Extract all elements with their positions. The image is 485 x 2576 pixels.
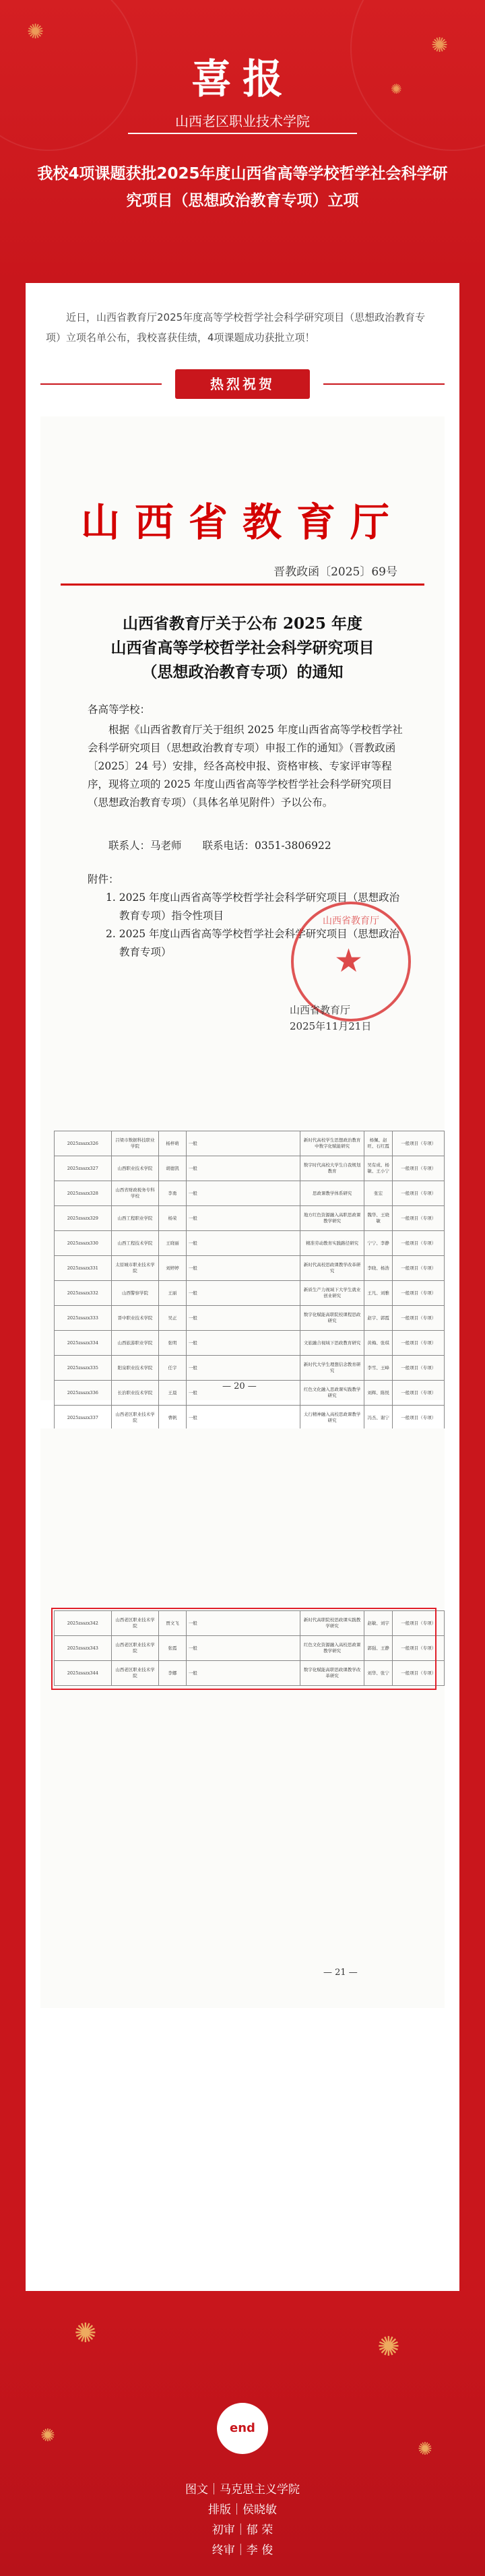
table-cell: 2025zsszx331 [55, 1256, 112, 1281]
table-row [55, 1306, 445, 1331]
notice-body: 根据《山西省教育厅关于组织 2025 年度山西省高等学校哲学社会科学研究项目（思想政治教育专项）申报工作的通知》（晋教政函〔2025〕24 号）安排，经各高校申报、资格审核、专家评审等程序，现将立项的 2025 年度山西省高等学校哲学社会科学研究项目（思想政治教育专项）（具体名单见附件）予以公布。 [88, 724, 403, 809]
table-cell: 王凡、刘雅 [364, 1281, 393, 1306]
table-cell: 一般项目（专项） [393, 1381, 445, 1406]
firework-icon: ✺ [40, 2426, 55, 2446]
table-cell: 刘华、张宁 [364, 1661, 393, 1686]
table-cell: 一般 [186, 1206, 300, 1231]
notice-title-line: （思想政治教育专项）的通知 [141, 663, 344, 681]
table-cell: 刘婷婷 [159, 1256, 187, 1281]
table-row [55, 1156, 445, 1181]
content-card [26, 283, 459, 2291]
table-cell: 数字时代高校大学生自我规划教育 [300, 1156, 364, 1181]
notice-page-1 [40, 416, 445, 1423]
firework-icon: ✺ [431, 34, 449, 57]
table-cell: 杨梓萌 [159, 1131, 187, 1156]
table-cell: 2025zsszx333 [55, 1306, 112, 1331]
table-row [55, 1331, 445, 1356]
credit-line: 图文｜马克思主义学院 [185, 2483, 300, 2496]
attachments-label: 附件： [88, 873, 119, 885]
table-cell: 山西工程技术学院 [111, 1231, 158, 1256]
table-cell: 阳泉职业技术学院 [111, 1356, 158, 1381]
table-cell: 一般 [186, 1406, 300, 1431]
table-cell: 2025zsszx329 [55, 1206, 112, 1231]
table-cell: 曹帆 [159, 1406, 187, 1431]
table-cell: 胡德凯 [159, 1156, 187, 1181]
table-cell: 王丽 [159, 1281, 187, 1306]
notice-title-line: 山西省教育厅关于公布 2025 年度 [122, 615, 363, 633]
table-row [55, 1231, 445, 1256]
table-cell: 新质生产力视域下大学生就业创业研究 [300, 1281, 364, 1306]
notice-doc-number: 晋教政函〔2025〕69号 [273, 565, 397, 579]
table-cell: 刘辉、陈悦 [364, 1381, 393, 1406]
table-cell: 一般 [186, 1156, 300, 1181]
table-cell: 2025zsszx335 [55, 1356, 112, 1381]
table-cell: 一般项目（专项） [393, 1156, 445, 1181]
table-cell: 山西旅游职业学院 [111, 1331, 158, 1356]
table-row [55, 1131, 445, 1156]
credits [0, 2480, 485, 2561]
notice-office: 山西省教育厅 [80, 499, 404, 545]
table-cell: 2025zsszx337 [55, 1406, 112, 1431]
table-cell: 一般 [186, 1181, 300, 1206]
table-cell: 贾文飞 [159, 1611, 187, 1636]
table-cell: 太行精神融入高校思政课教学研究 [300, 1406, 364, 1431]
table-cell: 黄梅、张琪 [364, 1331, 393, 1356]
congrats-tag: 热烈祝贺 [175, 369, 310, 399]
intro-paragraph: 近日，山西省教育厅2025年度高等学校哲学社会科学研究项目（思想政治教育专项）立项名单公布，我校喜获佳绩，4项课题成功获批立项！ [46, 311, 426, 344]
table-cell: 山西老区职业技术学院 [111, 1611, 158, 1636]
table-cell: 李勇 [159, 1181, 187, 1206]
table-cell: 2025zsszx344 [55, 1661, 112, 1686]
table-cell: 冯杰、谢宁 [364, 1406, 393, 1431]
table-cell: 2025zsszx330 [55, 1231, 112, 1256]
page-number: — 20 — [222, 1381, 257, 1391]
table-cell: 长治职业技术学院 [111, 1381, 158, 1406]
table-cell: 2025zsszx328 [55, 1181, 112, 1206]
table-cell: 王晓丽 [159, 1231, 187, 1256]
seal-text: 山西省教育厅 [323, 916, 379, 926]
table-cell: 郭强、王静 [364, 1636, 393, 1661]
notice-date: 2025年11月21日 [290, 1020, 372, 1032]
table-cell: 王晨 [159, 1381, 187, 1406]
table-cell: 2025zsszx326 [55, 1131, 112, 1156]
table-cell: 杨荣 [159, 1206, 187, 1231]
notice-issuer: 山西省教育厅 [290, 1004, 351, 1016]
table-cell: 2025zsszx332 [55, 1281, 112, 1306]
notice-greeting: 各高等学校： [88, 703, 151, 716]
notice-page-2 [40, 1428, 445, 2008]
table-cell: 一般项目（专项） [393, 1281, 445, 1306]
table-cell: 吴有成、杨敏、王小宁 [364, 1156, 393, 1181]
notice-title-line: 山西省高等学校哲学社会科学研究项目 [110, 639, 375, 657]
table-cell: 李晓、杨浩 [364, 1256, 393, 1281]
table-cell: 一般 [186, 1636, 300, 1661]
table-cell: 新时代高校思政课教学改革研究 [300, 1256, 364, 1281]
end-badge: end [217, 2403, 268, 2454]
table-cell: 宁宁、李静 [364, 1231, 393, 1256]
attachment-item: 2. 2025 年度山西省高等学校哲学社会科学研究项目（思想政治教育专项） [106, 928, 400, 958]
table-cell: 一般 [186, 1356, 300, 1381]
firework-icon: ✺ [418, 2439, 432, 2459]
notice-contact: 联系人：马老师 联系电话：0351-3806922 [108, 840, 331, 852]
table-cell: 一般项目（专项） [393, 1661, 445, 1686]
table-row [55, 1356, 445, 1381]
table-cell: 吴正 [159, 1306, 187, 1331]
firework-icon: ✺ [377, 2331, 400, 2362]
table-cell: 一般项目（专项） [393, 1306, 445, 1331]
table-cell: 一般项目（专项） [393, 1181, 445, 1206]
table-cell: 山西老区职业技术学院 [111, 1661, 158, 1686]
banner-school: 山西老区职业技术学院 [128, 111, 357, 134]
table-cell: 一般项目（专项） [393, 1231, 445, 1256]
credit-line: 终审｜李 俊 [212, 2544, 273, 2557]
table-cell: 山西职业技术学院 [111, 1156, 158, 1181]
table-cell: 2025zsszx327 [55, 1156, 112, 1181]
table-cell: 山西工程职业学院 [111, 1206, 158, 1231]
table-cell: 新时代大学生理想信念教育研究 [300, 1356, 364, 1381]
table-cell: 魏华、王晓敏 [364, 1206, 393, 1231]
credit-line: 初审｜郁 荣 [212, 2523, 273, 2537]
table-cell: 一般 [186, 1131, 300, 1156]
table-cell: 一般项目（专项） [393, 1331, 445, 1356]
table-cell: 一般项目（专项） [393, 1131, 445, 1156]
table-cell: 思政课教学体系研究 [300, 1181, 364, 1206]
table-cell: 山西老区职业技术学院 [111, 1406, 158, 1431]
table-cell: 新时代高职院校思政课实践教学研究 [300, 1611, 364, 1636]
highlight-box [51, 1608, 437, 1690]
table-cell: 数字化赋能高职思政课教学改革研究 [300, 1661, 364, 1686]
attachment-item: 1. 2025 年度山西省高等学校哲学社会科学研究项目（思想政治教育专项）指令性项目 [106, 891, 400, 922]
banner-title: 喜报 [191, 56, 294, 103]
table-cell: 张宏 [364, 1181, 393, 1206]
table-cell: 一般项目（专项） [393, 1256, 445, 1281]
table-cell: 新时代高校学生思想政治教育中数字化赋能研究 [300, 1131, 364, 1156]
table-cell: 一般 [186, 1661, 300, 1686]
firework-icon: ✺ [74, 2318, 97, 2349]
table-cell: 一般项目（专项） [393, 1406, 445, 1431]
table-cell: 红色文化资源融入高校思政课教学研究 [300, 1636, 364, 1661]
table-cell: 文旅融合视域下思政教育研究 [300, 1331, 364, 1356]
table-row [55, 1181, 445, 1206]
table-cell: 精准劳动教育实践路径研究 [300, 1231, 364, 1256]
table-cell: 一般 [186, 1231, 300, 1256]
table-cell: 一般 [186, 1281, 300, 1306]
table-cell: 任宇 [159, 1356, 187, 1381]
table-cell: 一般项目（专项） [393, 1611, 445, 1636]
table-cell: 红色文化融入思政课实践教学研究 [300, 1381, 364, 1406]
firework-icon: ✺ [391, 81, 402, 97]
table-cell: 杨佩、赵旺、石红霞 [364, 1131, 393, 1156]
table-cell: 一般 [186, 1256, 300, 1281]
table-cell: 山西警察学院 [111, 1281, 158, 1306]
table-cell: 赵敏、刘宇 [364, 1611, 393, 1636]
table-cell: 吕梁市数据科技职业学院 [111, 1131, 158, 1156]
table-row [55, 1406, 445, 1431]
table-cell: 2025zsszx336 [55, 1381, 112, 1406]
table-cell: 数字化赋能高职院校课程思政研究 [300, 1306, 364, 1331]
table-cell: 一般项目（专项） [393, 1636, 445, 1661]
table-cell: 一般 [186, 1381, 300, 1406]
notice-title [40, 612, 445, 685]
seal-star-icon: ★ [334, 942, 364, 980]
table-row [55, 1256, 445, 1281]
table-cell: 山西省财政税务专科学校 [111, 1181, 158, 1206]
table-cell: 李雪、王峰 [364, 1356, 393, 1381]
table-cell: 李娜 [159, 1661, 187, 1686]
table-cell: 山西老区职业技术学院 [111, 1636, 158, 1661]
page-number: — 21 — [323, 1968, 358, 1978]
table-cell: 一般项目（专项） [393, 1206, 445, 1231]
table-cell: 晋中职业技术学院 [111, 1306, 158, 1331]
table-cell: 一般 [186, 1331, 300, 1356]
table-cell: 太原城市职业技术学院 [111, 1256, 158, 1281]
table-cell: 张明 [159, 1331, 187, 1356]
table-cell: 地方红色资源融入高职思政课教学研究 [300, 1206, 364, 1231]
table-cell: 2025zsszx342 [55, 1611, 112, 1636]
table-cell: 2025zsszx334 [55, 1331, 112, 1356]
firework-icon: ✺ [27, 20, 44, 44]
table-cell: 一般 [186, 1306, 300, 1331]
table-cell: 2025zsszx343 [55, 1636, 112, 1661]
banner [0, 0, 485, 142]
credit-line: 排版｜侯晓敏 [208, 2503, 277, 2517]
table-cell: 赵宇、郭霞 [364, 1306, 393, 1331]
article-headline: 我校4项课题获批2025年度山西省高等学校哲学社会科学研究项目（思想政治教育专项）立项 [37, 165, 448, 210]
table-cell: 张霞 [159, 1636, 187, 1661]
table-cell: 一般 [186, 1611, 300, 1636]
notice-red-line [61, 584, 424, 586]
table-cell: 一般项目（专项） [393, 1356, 445, 1381]
table-row [55, 1281, 445, 1306]
table-row [55, 1206, 445, 1231]
